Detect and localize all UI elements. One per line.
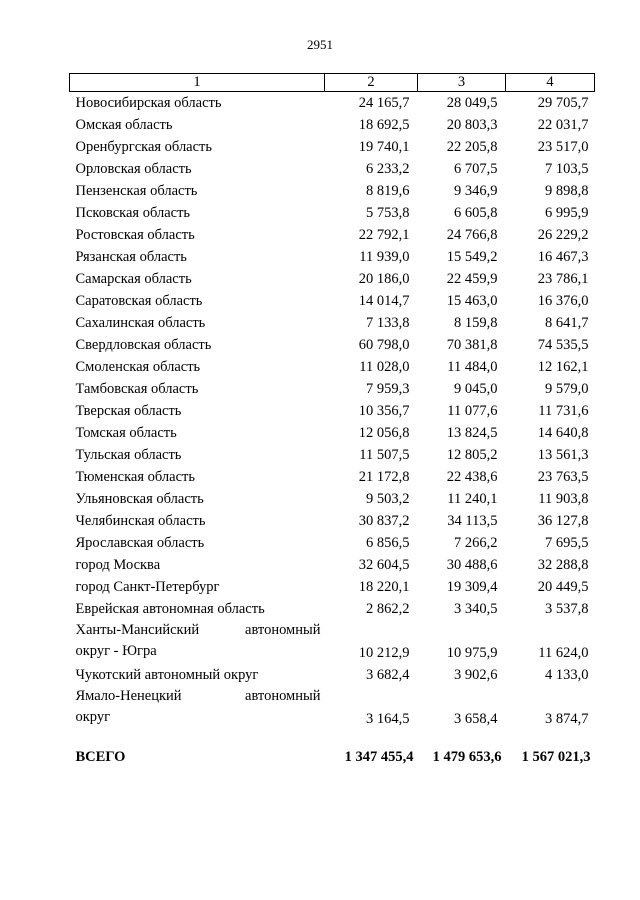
region-name: Чукотский автономный округ bbox=[75, 667, 259, 683]
value-col-3: 6 707,5 bbox=[454, 161, 498, 177]
column-header-3: 3 bbox=[418, 74, 506, 92]
value-col-4: 32 288,8 bbox=[537, 557, 589, 573]
header-row bbox=[70, 74, 595, 92]
value-col-3: 15 549,2 bbox=[446, 249, 498, 265]
value-col-2: 20 186,0 bbox=[358, 271, 410, 287]
value-col-2: 22 792,1 bbox=[358, 227, 410, 243]
value-col-3: 13 824,5 bbox=[446, 425, 498, 441]
value-col-3: 9 346,9 bbox=[454, 183, 498, 199]
value-col-3: 11 484,0 bbox=[447, 359, 498, 375]
table-row bbox=[70, 136, 595, 158]
column-header-4: 4 bbox=[506, 74, 595, 92]
value-col-4: 11 731,6 bbox=[538, 403, 589, 419]
region-name: Самарская область bbox=[75, 271, 192, 287]
region-name: Тюменская область bbox=[75, 469, 195, 485]
value-col-2: 12 056,8 bbox=[358, 425, 410, 441]
region-name bbox=[70, 686, 325, 730]
value-col-4: 6 995,9 bbox=[545, 205, 589, 221]
value-col-3: 9 045,0 bbox=[454, 381, 498, 397]
value-col-2: 21 172,8 bbox=[358, 469, 410, 485]
value-col-3: 8 159,8 bbox=[454, 315, 498, 331]
region-name: Ульяновская область bbox=[75, 491, 204, 507]
region-name-line-1: Ханты-Мансийский автономный bbox=[75, 622, 321, 638]
region-name: город Санкт-Петербург bbox=[75, 579, 220, 595]
value-col-3: 30 488,6 bbox=[446, 557, 498, 573]
value-col-2: 24 165,7 bbox=[358, 95, 410, 111]
region-name: Саратовская область bbox=[75, 293, 203, 309]
region-name: Томская область bbox=[75, 425, 177, 441]
column-header-1: 1 bbox=[70, 74, 325, 92]
value-col-3: 7 266,2 bbox=[454, 535, 498, 551]
table-header bbox=[70, 74, 595, 92]
value-col-4: 36 127,8 bbox=[537, 513, 589, 529]
total-row bbox=[70, 746, 595, 768]
spacer-cell bbox=[506, 730, 595, 746]
region-name: Орловская область bbox=[75, 161, 192, 177]
spacer-cell bbox=[70, 730, 325, 746]
value-col-3: 12 805,2 bbox=[446, 447, 498, 463]
value-col-3: 22 459,9 bbox=[446, 271, 498, 287]
value-col-3: 11 240,1 bbox=[447, 491, 498, 507]
table-row bbox=[70, 686, 595, 730]
value-col-2: 8 819,6 bbox=[366, 183, 410, 199]
table-row bbox=[70, 290, 595, 312]
value-col-3: 70 381,8 bbox=[446, 337, 498, 353]
value-col-3: 6 605,8 bbox=[454, 205, 498, 221]
value-col-2: 11 028,0 bbox=[359, 359, 410, 375]
value-col-4: 23 786,1 bbox=[537, 271, 589, 287]
table-row bbox=[70, 532, 595, 554]
value-col-2: 19 740,1 bbox=[358, 139, 410, 155]
value-col-4: 23 517,0 bbox=[537, 139, 589, 155]
table-row bbox=[70, 488, 595, 510]
value-col-4: 4 133,0 bbox=[545, 667, 589, 683]
table-row bbox=[70, 510, 595, 532]
table-row bbox=[70, 378, 595, 400]
value-col-4: 3 874,7 bbox=[545, 711, 589, 727]
value-col-4: 1 567 021,3 bbox=[521, 749, 591, 765]
value-col-3: 20 803,3 bbox=[446, 117, 498, 133]
spacer-cell bbox=[418, 730, 506, 746]
value-col-2: 7 959,3 bbox=[366, 381, 410, 397]
table-row bbox=[70, 180, 595, 202]
table-row bbox=[70, 444, 595, 466]
value-col-3: 3 902,6 bbox=[454, 667, 498, 683]
table-body bbox=[70, 92, 595, 769]
value-col-4: 26 229,2 bbox=[537, 227, 589, 243]
value-col-3: 22 205,8 bbox=[446, 139, 498, 155]
table-row bbox=[70, 400, 595, 422]
region-name: Пензенская область bbox=[75, 183, 198, 199]
budget-table bbox=[69, 73, 595, 768]
value-col-2: 3 164,5 bbox=[366, 711, 410, 727]
region-name-line-1: Ямало-Ненецкий автономный bbox=[75, 688, 321, 704]
table-row bbox=[70, 92, 595, 115]
region-name: Тульская область bbox=[75, 447, 182, 463]
value-col-2: 32 604,5 bbox=[358, 557, 410, 573]
value-col-2: 10 356,7 bbox=[358, 403, 410, 419]
value-col-4: 12 162,1 bbox=[537, 359, 589, 375]
value-col-2: 7 133,8 bbox=[366, 315, 410, 331]
table-row bbox=[70, 356, 595, 378]
spacer-cell bbox=[325, 730, 418, 746]
region-name: Омская область bbox=[75, 117, 173, 133]
page-number: 2951 bbox=[307, 37, 333, 52]
value-col-2: 1 347 455,4 bbox=[344, 749, 414, 765]
region-name-line-2: округ - Югра bbox=[75, 643, 157, 659]
value-col-2: 18 220,1 bbox=[358, 579, 410, 595]
value-col-2: 5 753,8 bbox=[366, 205, 410, 221]
value-col-4: 8 641,7 bbox=[545, 315, 589, 331]
table-row bbox=[70, 554, 595, 576]
region-name: Челябинская область bbox=[75, 513, 206, 529]
region-name: Рязанская область bbox=[75, 249, 187, 265]
region-name: Свердловская область bbox=[75, 337, 212, 353]
region-name: Еврейская автономная область bbox=[75, 601, 265, 617]
value-col-2: 2 862,2 bbox=[366, 601, 410, 617]
value-col-3: 22 438,6 bbox=[446, 469, 498, 485]
value-col-2: 9 503,2 bbox=[366, 491, 410, 507]
region-name: Новосибирская область bbox=[75, 95, 222, 111]
table-row bbox=[70, 598, 595, 620]
region-name-line-2: округ bbox=[75, 709, 111, 725]
value-col-2: 6 856,5 bbox=[366, 535, 410, 551]
region-name: Тамбовская область bbox=[75, 381, 199, 397]
region-name: Ярославская область bbox=[75, 535, 205, 551]
value-col-2: 6 233,2 bbox=[366, 161, 410, 177]
value-col-2: 11 939,0 bbox=[359, 249, 410, 265]
value-col-4: 3 537,8 bbox=[545, 601, 589, 617]
value-col-2: 18 692,5 bbox=[358, 117, 410, 133]
table-row bbox=[70, 114, 595, 136]
region-name bbox=[70, 620, 325, 664]
value-col-2: 10 212,9 bbox=[358, 645, 410, 661]
table-row bbox=[70, 246, 595, 268]
value-col-4: 74 535,5 bbox=[537, 337, 589, 353]
column-header-2: 2 bbox=[325, 74, 418, 92]
table-row bbox=[70, 224, 595, 246]
region-name: Сахалинская область bbox=[75, 315, 206, 331]
value-col-3: 3 340,5 bbox=[454, 601, 498, 617]
table-row bbox=[70, 620, 595, 664]
value-col-4: 11 624,0 bbox=[538, 645, 589, 661]
value-col-2: 60 798,0 bbox=[358, 337, 410, 353]
value-col-4: 14 640,8 bbox=[537, 425, 589, 441]
region-name: Псковская область bbox=[75, 205, 191, 221]
value-col-4: 16 376,0 bbox=[537, 293, 589, 309]
value-col-2: 11 507,5 bbox=[359, 447, 410, 463]
value-col-3: 1 479 653,6 bbox=[432, 749, 502, 765]
value-col-3: 11 077,6 bbox=[447, 403, 498, 419]
table-row bbox=[70, 422, 595, 444]
value-col-4: 22 031,7 bbox=[537, 117, 589, 133]
value-col-4: 9 898,8 bbox=[545, 183, 589, 199]
region-name: Смоленская область bbox=[75, 359, 201, 375]
value-col-2: 3 682,4 bbox=[366, 667, 410, 683]
value-col-4: 20 449,5 bbox=[537, 579, 589, 595]
spacer-row bbox=[70, 730, 595, 746]
value-col-3: 28 049,5 bbox=[446, 95, 498, 111]
value-col-4: 16 467,3 bbox=[537, 249, 589, 265]
total-label: ВСЕГО bbox=[75, 749, 126, 765]
table-row bbox=[70, 202, 595, 224]
region-name: Оренбургская область bbox=[75, 139, 213, 155]
table-row bbox=[70, 466, 595, 488]
table-row bbox=[70, 576, 595, 598]
region-name: Тверская область bbox=[75, 403, 182, 419]
region-name: город Москва bbox=[75, 557, 161, 573]
value-col-3: 10 975,9 bbox=[446, 645, 498, 661]
value-col-4: 7 103,5 bbox=[545, 161, 589, 177]
table-row bbox=[70, 312, 595, 334]
table-row bbox=[70, 664, 595, 686]
value-col-3: 3 658,4 bbox=[454, 711, 498, 727]
value-col-3: 19 309,4 bbox=[446, 579, 498, 595]
region-name: Ростовская область bbox=[75, 227, 195, 243]
value-col-3: 15 463,0 bbox=[446, 293, 498, 309]
value-col-3: 24 766,8 bbox=[446, 227, 498, 243]
value-col-4: 13 561,3 bbox=[537, 447, 589, 463]
value-col-4: 7 695,5 bbox=[545, 535, 589, 551]
value-col-4: 23 763,5 bbox=[537, 469, 589, 485]
value-col-3: 34 113,5 bbox=[447, 513, 498, 529]
value-col-2: 14 014,7 bbox=[358, 293, 410, 309]
value-col-4: 11 903,8 bbox=[538, 491, 589, 507]
table-row bbox=[70, 334, 595, 356]
table-row bbox=[70, 158, 595, 180]
value-col-2: 30 837,2 bbox=[358, 513, 410, 529]
value-col-4: 29 705,7 bbox=[537, 95, 589, 111]
table-row bbox=[70, 268, 595, 290]
value-col-4: 9 579,0 bbox=[545, 381, 589, 397]
